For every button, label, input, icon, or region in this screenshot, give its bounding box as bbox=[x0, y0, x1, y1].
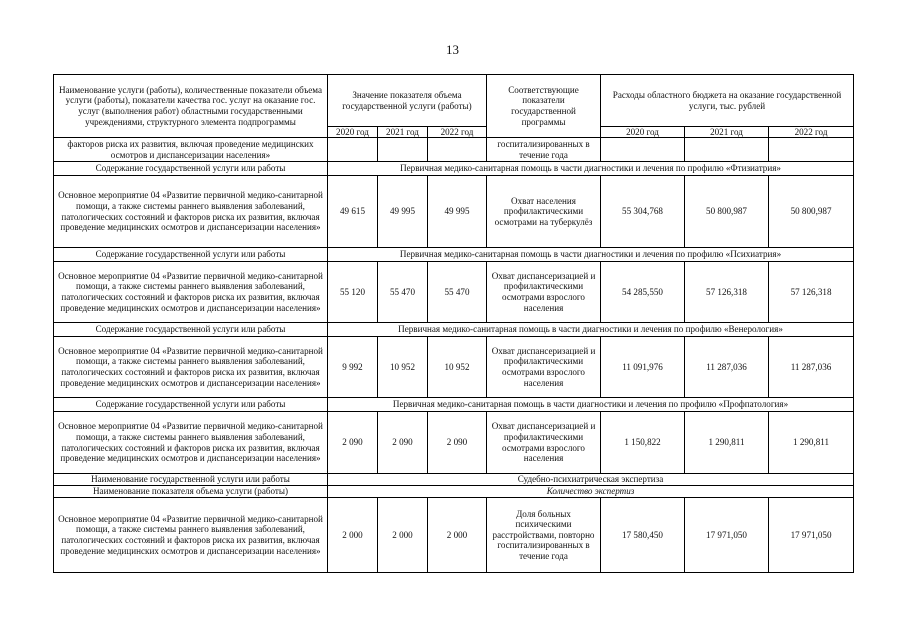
indicator-text: Охват населения профилактическими осмотрами на туберкулёз bbox=[487, 176, 601, 248]
section-label: Содержание государственной услуги или работы bbox=[54, 398, 328, 412]
volume-2020: 2 090 bbox=[328, 412, 378, 474]
header-name: Наименование услуги (работы), количественные показатели объема услуги (работы), показатели качества гос. услуг на оказание гос. услуг (выполнения работ) областными государственными учреждениями, структурного элемента подпрограммы bbox=[54, 75, 328, 138]
page-number: 13 bbox=[446, 42, 459, 57]
indicator-text: Охват диспансеризацией и профилактическими осмотрами взрослого населения bbox=[487, 262, 601, 323]
section-header-row bbox=[54, 398, 854, 412]
table-row bbox=[54, 498, 854, 573]
item-name: Основное мероприятие 04 «Развитие первичной медико-санитарной помощи, а также системы раннего выявления заболеваний, патологических состояний и факторов риска их развития, включая проведение медицинских осмотров и диспансеризации населения» bbox=[54, 337, 328, 398]
service-name-title: Судебно-психиатрическая экспертиза bbox=[328, 474, 854, 486]
header-year-2020: 2020 год bbox=[328, 127, 378, 138]
volume-2021: 10 952 bbox=[378, 337, 428, 398]
header-year-2021: 2021 год bbox=[378, 127, 428, 138]
section-header-row bbox=[54, 162, 854, 176]
item-name: Основное мероприятие 04 «Развитие первичной медико-санитарной помощи, а также системы раннего выявления заболеваний, патологических состояний и факторов риска их развития, включая проведение медицинских осмотров и диспансеризации населения» bbox=[54, 498, 328, 573]
table-row bbox=[54, 412, 854, 474]
volume-2022: 2 090 bbox=[428, 412, 487, 474]
section-title: Первичная медико-санитарная помощь в части диагностики и лечения по профилю «Венерология» bbox=[328, 323, 854, 337]
indicator-name-label: Наименование показателя объема услуги (работы) bbox=[54, 486, 328, 498]
header-exp-year-2020: 2020 год bbox=[601, 127, 685, 138]
volume-2022: 55 470 bbox=[428, 262, 487, 323]
volume-2020: 49 615 bbox=[328, 176, 378, 248]
service-name-row bbox=[54, 474, 854, 486]
continued-indicator: госпитализированных в течение года bbox=[487, 138, 601, 162]
indicator-text: Охват диспансеризацией и профилактическими осмотрами взрослого населения bbox=[487, 337, 601, 398]
table-row bbox=[54, 337, 854, 398]
table-row bbox=[54, 176, 854, 248]
expense-2020: 11 091,976 bbox=[601, 337, 685, 398]
header-exp-year-2022: 2022 год bbox=[769, 127, 854, 138]
volume-2021: 55 470 bbox=[378, 262, 428, 323]
volume-2020: 2 000 bbox=[328, 498, 378, 573]
budget-table bbox=[53, 74, 854, 573]
section-title: Первичная медико-санитарная помощь в части диагностики и лечения по профилю «Профпатология» bbox=[328, 398, 854, 412]
volume-2020: 9 992 bbox=[328, 337, 378, 398]
section-header-row bbox=[54, 248, 854, 262]
expense-2022: 17 971,050 bbox=[769, 498, 854, 573]
expense-2020: 17 580,450 bbox=[601, 498, 685, 573]
expense-2021: 57 126,318 bbox=[685, 262, 769, 323]
expense-2021: 1 290,811 bbox=[685, 412, 769, 474]
header-volume: Значение показателя объема государственной услуги (работы) bbox=[328, 75, 487, 127]
section-header-row bbox=[54, 323, 854, 337]
header-exp-year-2021: 2021 год bbox=[685, 127, 769, 138]
section-title: Первичная медико-санитарная помощь в части диагностики и лечения по профилю «Фтизиатрия» bbox=[328, 162, 854, 176]
volume-2021: 49 995 bbox=[378, 176, 428, 248]
expense-2022: 1 290,811 bbox=[769, 412, 854, 474]
volume-2022: 49 995 bbox=[428, 176, 487, 248]
expense-2020: 1 150,822 bbox=[601, 412, 685, 474]
volume-2022: 2 000 bbox=[428, 498, 487, 573]
expense-2022: 11 287,036 bbox=[769, 337, 854, 398]
header-row bbox=[54, 75, 854, 127]
expense-2021: 17 971,050 bbox=[685, 498, 769, 573]
item-name: Основное мероприятие 04 «Развитие первичной медико-санитарной помощи, а также системы раннего выявления заболеваний, патологических состояний и факторов риска их развития, включая проведение медицинских осмотров и диспансеризации населения» bbox=[54, 176, 328, 248]
service-name-label: Наименование государственной услуги или работы bbox=[54, 474, 328, 486]
continued-row bbox=[54, 138, 854, 162]
volume-2022: 10 952 bbox=[428, 337, 487, 398]
section-label: Содержание государственной услуги или работы bbox=[54, 323, 328, 337]
section-label: Содержание государственной услуги или работы bbox=[54, 162, 328, 176]
volume-2020: 55 120 bbox=[328, 262, 378, 323]
item-name: Основное мероприятие 04 «Развитие первичной медико-санитарной помощи, а также системы раннего выявления заболеваний, патологических состояний и факторов риска их развития, включая проведение медицинских осмотров и диспансеризации населения» bbox=[54, 262, 328, 323]
table-row bbox=[54, 262, 854, 323]
expense-2022: 57 126,318 bbox=[769, 262, 854, 323]
expense-2020: 54 285,550 bbox=[601, 262, 685, 323]
indicator-name-title: Количество экспертиз bbox=[328, 486, 854, 498]
header-year-2022: 2022 год bbox=[428, 127, 487, 138]
expense-2020: 55 304,768 bbox=[601, 176, 685, 248]
expense-2022: 50 800,987 bbox=[769, 176, 854, 248]
volume-2021: 2 000 bbox=[378, 498, 428, 573]
section-label: Содержание государственной услуги или работы bbox=[54, 248, 328, 262]
indicator-text: Охват диспансеризацией и профилактическими осмотрами взрослого населения bbox=[487, 412, 601, 474]
indicator-text: Доля больных психическими расстройствами, повторно госпитализированных в течение года bbox=[487, 498, 601, 573]
continued-name: факторов риска их развития, включая проведение медицинских осмотров и диспансеризации населения» bbox=[54, 138, 328, 162]
expense-2021: 11 287,036 bbox=[685, 337, 769, 398]
volume-2021: 2 090 bbox=[378, 412, 428, 474]
item-name: Основное мероприятие 04 «Развитие первичной медико-санитарной помощи, а также системы раннего выявления заболеваний, патологических состояний и факторов риска их развития, включая проведение медицинских осмотров и диспансеризации населения» bbox=[54, 412, 328, 474]
indicator-name-row bbox=[54, 486, 854, 498]
header-expenses: Расходы областного бюджета на оказание государственной услуги, тыс. рублей bbox=[601, 75, 854, 127]
expense-2021: 50 800,987 bbox=[685, 176, 769, 248]
header-indicator: Соответствующие показатели государственной программы bbox=[487, 75, 601, 138]
section-title: Первичная медико-санитарная помощь в части диагностики и лечения по профилю «Психиатрия» bbox=[328, 248, 854, 262]
